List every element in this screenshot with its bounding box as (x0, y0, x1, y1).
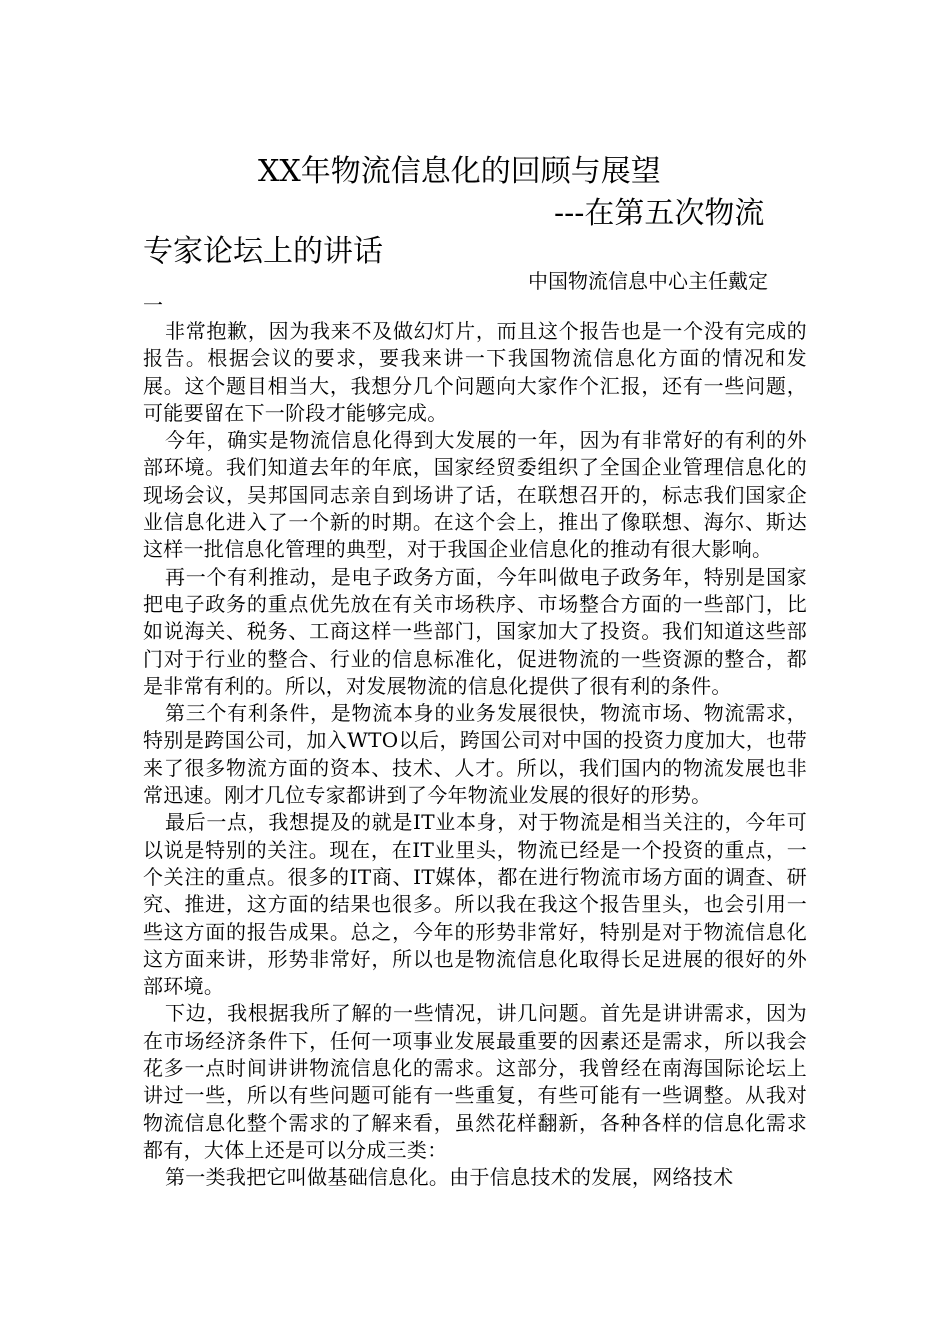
author-line-2: 一 (143, 293, 163, 317)
paragraph-7: 第一类我把它叫做基础信息化。由于信息技术的发展，网络技术 (165, 1165, 734, 1190)
paragraph-5: 最后一点，我想提及的就是IT业本身，对于物流是相当关注的，今年可以说是特别的关注。现在，在IT业里头，物流已经是一个投资的重点，一个关注的重点。很多的IT商、IT媒体，都在进行物流市场方面的调查、研究、推进，这方面的结果也很多。所以我在我这个报告里头，也会引用一些这方面的报告成果。总之，今年的形势非常好，特别是对于物流信息化这方面来讲，形势非常好，所以也是物流信息化取得长足进展的很好的外部环境。 (143, 810, 807, 999)
document-title: XX年物流信息化的回顾与展望 (258, 154, 661, 189)
paragraph-1: 非常抱歉，因为我来不及做幻灯片，而且这个报告也是一个没有完成的报告。根据会议的要求，要我来讲一下我国物流信息化方面的情况和发展。这个题目相当大，我想分几个问题向大家作个汇报，还有一些问题，可能要留在下一阶段才能够完成。 (143, 319, 807, 425)
document-body (143, 318, 807, 1192)
author-line-1: 中国物流信息中心主任戴定 (528, 269, 768, 293)
document-subtitle-line-2: 专家论坛上的讲话 (143, 234, 383, 269)
paragraph-3: 再一个有利推动，是电子政务方面，今年叫做电子政务年，特别是国家把电子政务的重点优先放在有关市场秩序、市场整合方面的一些部门，比如说海关、税务、工商这样一些部门，国家加大了投资。我们知道这些部门对于行业的整合、行业的信息标准化，促进物流的一些资源的整合，都是非常有利的。所以，对发展物流的信息化提供了很有利的条件。 (143, 564, 807, 698)
paragraph-2: 今年，确实是物流信息化得到大发展的一年，因为有非常好的有利的外部环境。我们知道去年的年底，国家经贸委组织了全国企业管理信息化的现场会议，吴邦国同志亲自到场讲了话，在联想召开的，标志我们国家企业信息化进入了一个新的时期。在这个会上，推出了像联想、海尔、斯达这样一批信息化管理的典型，对于我国企业信息化的推动有很大影响。 (143, 428, 807, 562)
paragraph-4: 第三个有利条件，是物流本身的业务发展很快，物流市场、物流需求，特别是跨国公司，加入WTO以后，跨国公司对中国的投资力度加大，也带来了很多物流方面的资本、技术、人才。所以，我们国内的物流发展也非常迅速。刚才几位专家都讲到了今年物流业发展的很好的形势。 (143, 701, 807, 808)
paragraph-6: 下边，我根据我所了解的一些情况，讲几问题。首先是讲讲需求，因为在市场经济条件下，任何一项事业发展最重要的因素还是需求，所以我会花多一点时间讲讲物流信息化的需求。这部分，我曾经在南海国际论坛上讲过一些，所以有些问题可能有一些重复，有些可能有一些调整。从我对物流信息化整个需求的了解来看，虽然花样翻新，各种各样的信息化需求都有，大体上还是可以分成三类： (143, 1001, 807, 1162)
document-subtitle-line-1: ---在第五次物流 (554, 196, 765, 231)
